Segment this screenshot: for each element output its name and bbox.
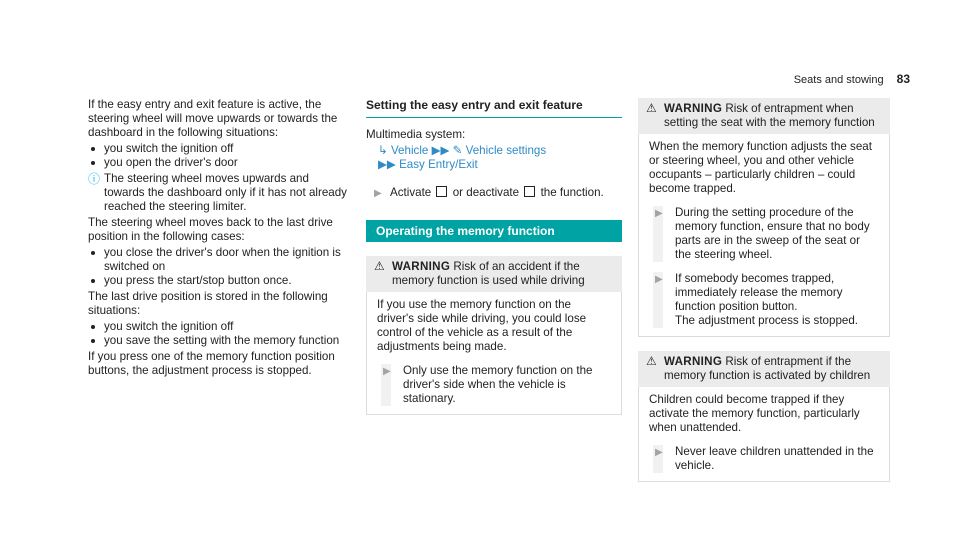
step-text: During the setting procedure of the memory function, ensure that no body parts are in the sweep of the seat or the steering wheel. [675, 206, 870, 261]
warning-box [638, 351, 890, 482]
warning-icon: ⚠ [646, 101, 657, 115]
page-number: 83 [896, 72, 910, 86]
section-title: Seats and stowing [793, 74, 884, 86]
warning-step [649, 272, 879, 328]
warning-box [638, 98, 890, 337]
warning-header [638, 351, 890, 387]
warning-label: WARNING [392, 260, 451, 273]
warning-title: Risk of entrapment when setting the seat with the memory function [664, 102, 875, 129]
list-item: you open the driver's door [88, 156, 350, 170]
path-start-icon: ↳ [378, 144, 388, 157]
action-arrow-icon: ▶ [374, 188, 382, 199]
path-arrow-icon: ▶▶ [431, 144, 450, 157]
warning-text: If you use the memory function on the driver's side while driving, you could lose control of the vehicle as a result of the adjustments being made. [377, 298, 587, 353]
warning-box [366, 256, 622, 415]
action-text: or deactivate [452, 186, 520, 199]
column-middle [366, 98, 622, 415]
path-step-settings: Vehicle settings [465, 144, 547, 157]
list-item: you switch the ignition off [88, 142, 350, 156]
warning-icon: ⚠ [374, 259, 385, 273]
warning-body [638, 134, 890, 337]
step-result: The adjustment process is stopped. [675, 314, 859, 327]
paragraph: The steering wheel moves back to the last drive position in the following cases: [88, 216, 333, 243]
checkbox-empty-icon [524, 186, 535, 197]
paragraph: If you press one of the memory function position buttons, the adjustment process is stopped. [88, 350, 335, 377]
warning-title: Risk of an accident if the memory function is used while driving [392, 260, 585, 287]
warning-text: When the memory function adjusts the seat or steering wheel, you and other vehicle occupants – particularly children – could become trapped. [649, 140, 872, 195]
warning-icon: ⚠ [646, 354, 657, 368]
path-step-easy-entry: Easy Entry/Exit [399, 158, 478, 171]
list-item: you close the driver's door when the ignition is switched on [88, 246, 350, 274]
bullet-list [88, 246, 350, 288]
action-arrow-icon: ▶ [655, 447, 663, 458]
warning-label: WARNING [664, 102, 723, 115]
bullet-list [88, 142, 350, 170]
note [88, 172, 350, 214]
path-arrow-icon: ▶▶ [378, 158, 396, 171]
warning-text: Children could become trapped if they activate the memory function, particularly when unattended. [649, 393, 860, 434]
menu-path [366, 144, 622, 158]
column-left [88, 98, 350, 380]
paragraph: The last drive position is stored in the following situations: [88, 290, 328, 317]
info-icon: ⓘ [88, 172, 101, 186]
step-text: If somebody becomes trapped, immediately release the memory function position button. [675, 272, 843, 313]
checkbox-checked-icon [436, 186, 447, 197]
warning-body [366, 292, 622, 415]
paragraph: If the easy entry and exit feature is active, the steering wheel will move upwards or towards the dashboard in the following situations: [88, 98, 338, 139]
column-right [638, 98, 890, 482]
action-arrow-icon: ▶ [383, 366, 391, 377]
section-heading: Setting the easy entry and exit feature [366, 98, 622, 118]
step-text: Only use the memory function on the driver's side when the vehicle is stationary. [403, 364, 593, 405]
step-text: Never leave children unattended in the vehicle. [675, 445, 874, 472]
action-text: Activate [390, 186, 432, 199]
list-item: you press the start/stop button once. [88, 274, 350, 288]
action-step [366, 186, 622, 200]
action-arrow-icon: ▶ [655, 208, 663, 219]
action-text: the function. [540, 186, 604, 199]
note-text: The steering wheel moves upwards and towards the dashboard only if it has not already reached the steering limiter. [104, 172, 347, 213]
path-step-vehicle: Vehicle [390, 144, 429, 157]
settings-icon: ✎ [452, 144, 463, 157]
action-arrow-icon: ▶ [655, 274, 663, 285]
path-intro: Multimedia system: [366, 128, 466, 141]
warning-title: Risk of entrapment if the memory function is activated by children [664, 355, 871, 382]
step-text-group [649, 272, 879, 328]
section-bar: Operating the memory function [366, 220, 622, 242]
warning-body [638, 387, 890, 482]
page-header [794, 72, 910, 86]
list-item: you save the setting with the memory function [88, 334, 350, 348]
menu-path [366, 158, 622, 172]
warning-step [649, 445, 879, 473]
warning-step [649, 206, 879, 262]
warning-header [638, 98, 890, 134]
warning-header [366, 256, 622, 292]
warning-step [377, 364, 611, 406]
warning-label: WARNING [664, 355, 723, 368]
list-item: you switch the ignition off [88, 320, 350, 334]
bullet-list [88, 320, 350, 348]
